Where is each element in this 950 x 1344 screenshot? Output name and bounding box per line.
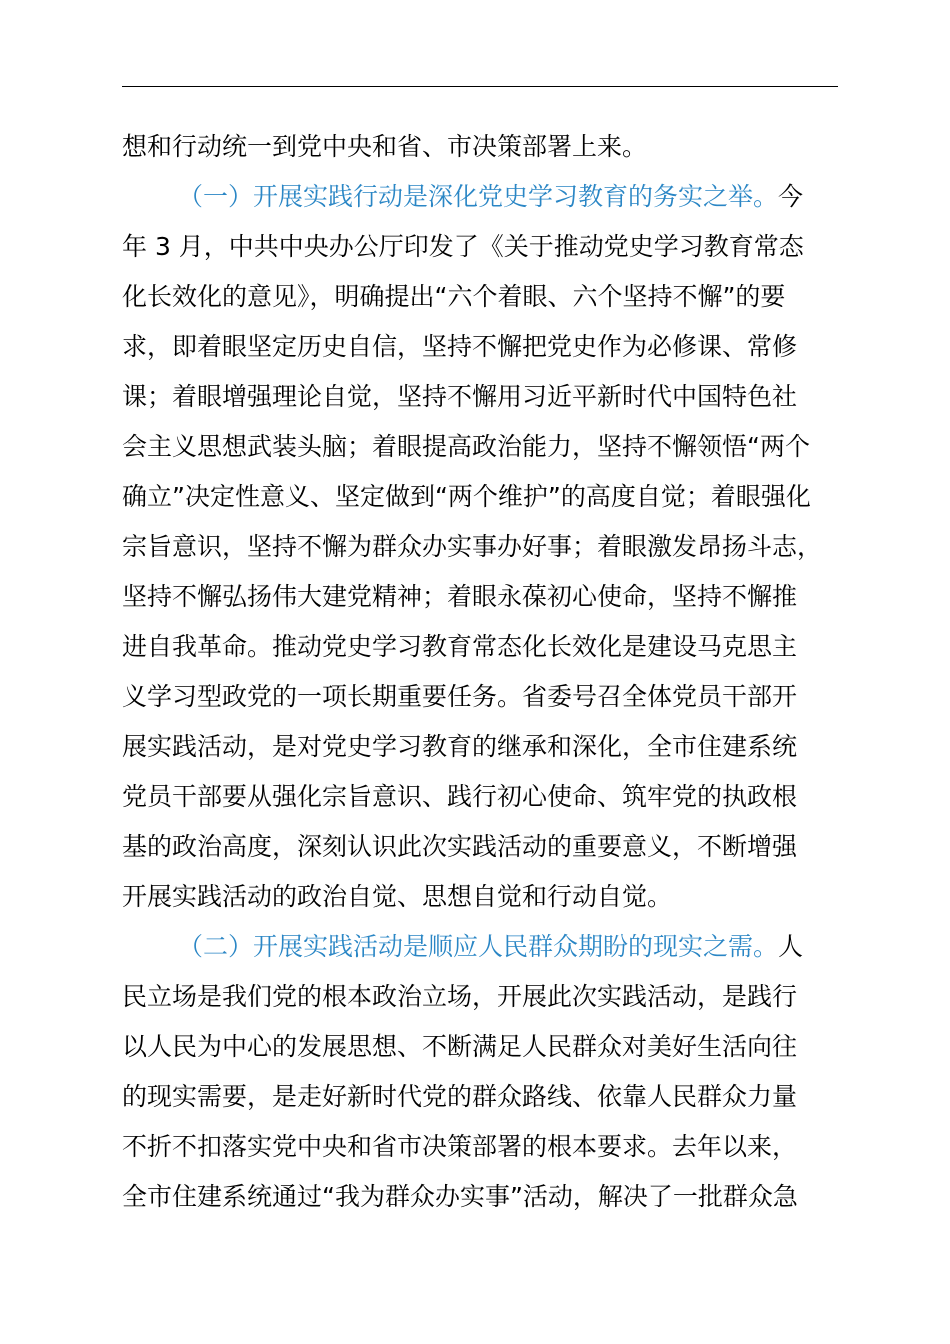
text-line: 基的政治高度，深刻认识此次实践活动的重要意义，不断增强 [122,832,798,861]
text-line: 党员干部要从强化宗旨意识、践行初心使命、筑牢党的执政根 [122,782,798,811]
text-run: 人 [778,932,804,961]
text-line: 展实践活动，是对党史学习教育的继承和深化，全市住建系统 [122,732,798,761]
text-line: 以人民为中心的发展思想、不断满足人民群众对美好生活向往 [122,1032,798,1061]
text-line: 民立场是我们党的根本政治立场，开展此次实践活动，是践行 [122,982,798,1011]
text-line: 义学习型政党的一项长期重要任务。省委号召全体党员干部开 [122,682,798,711]
text-line: 全市住建系统通过“我为群众办实事”活动，解决了一批群众急 [122,1182,798,1211]
body-text [122,122,862,1222]
section-heading-line [122,172,862,222]
section-heading-2: （二）开展实践活动是顺应人民群众期盼的现实之需。 [178,932,779,961]
text-line: 开展实践活动的政治自觉、思想自觉和行动自觉。 [122,882,673,911]
text-line: 课；着眼增强理论自觉，坚持不懈用习近平新时代中国特色社 [122,382,798,411]
text-line: 求，即着眼坚定历史自信，坚持不懈把党史作为必修课、常修 [122,332,798,361]
text-line: 会主义思想武装头脑；着眼提高政治能力，坚持不懈领悟“两个 [122,432,810,461]
text-line: 坚持不懈弘扬伟大建党精神；着眼永葆初心使命，坚持不懈推 [122,582,798,611]
header-rule [122,86,838,87]
text-line: 进自我革命。推动党史学习教育常态化长效化是建设马克思主 [122,632,798,661]
text-line: 宗旨意识，坚持不懈为群众办实事办好事；着眼激发昂扬斗志， [122,532,823,561]
text-line: 想和行动统一到党中央和省、市决策部署上来。 [122,132,648,161]
text-line: 年 3 月，中共中央办公厅印发了《关于推动党史学习教育常态 [122,232,804,261]
text-line: 不折不扣落实党中央和省市决策部署的根本要求。去年以来， [122,1132,798,1161]
text-line: 的现实需要，是走好新时代党的群众路线、依靠人民群众力量 [122,1082,798,1111]
text-line: 化长效化的意见》，明确提出“六个着眼、六个坚持不懈”的要 [122,282,786,311]
section-heading-line [122,922,862,972]
section-heading-1: （一）开展实践行动是深化党史学习教育的务实之举。 [178,182,779,211]
text-run: 今 [778,182,804,211]
text-line: 确立”决定性意义、坚定做到“两个维护”的高度自觉；着眼强化 [122,482,811,511]
